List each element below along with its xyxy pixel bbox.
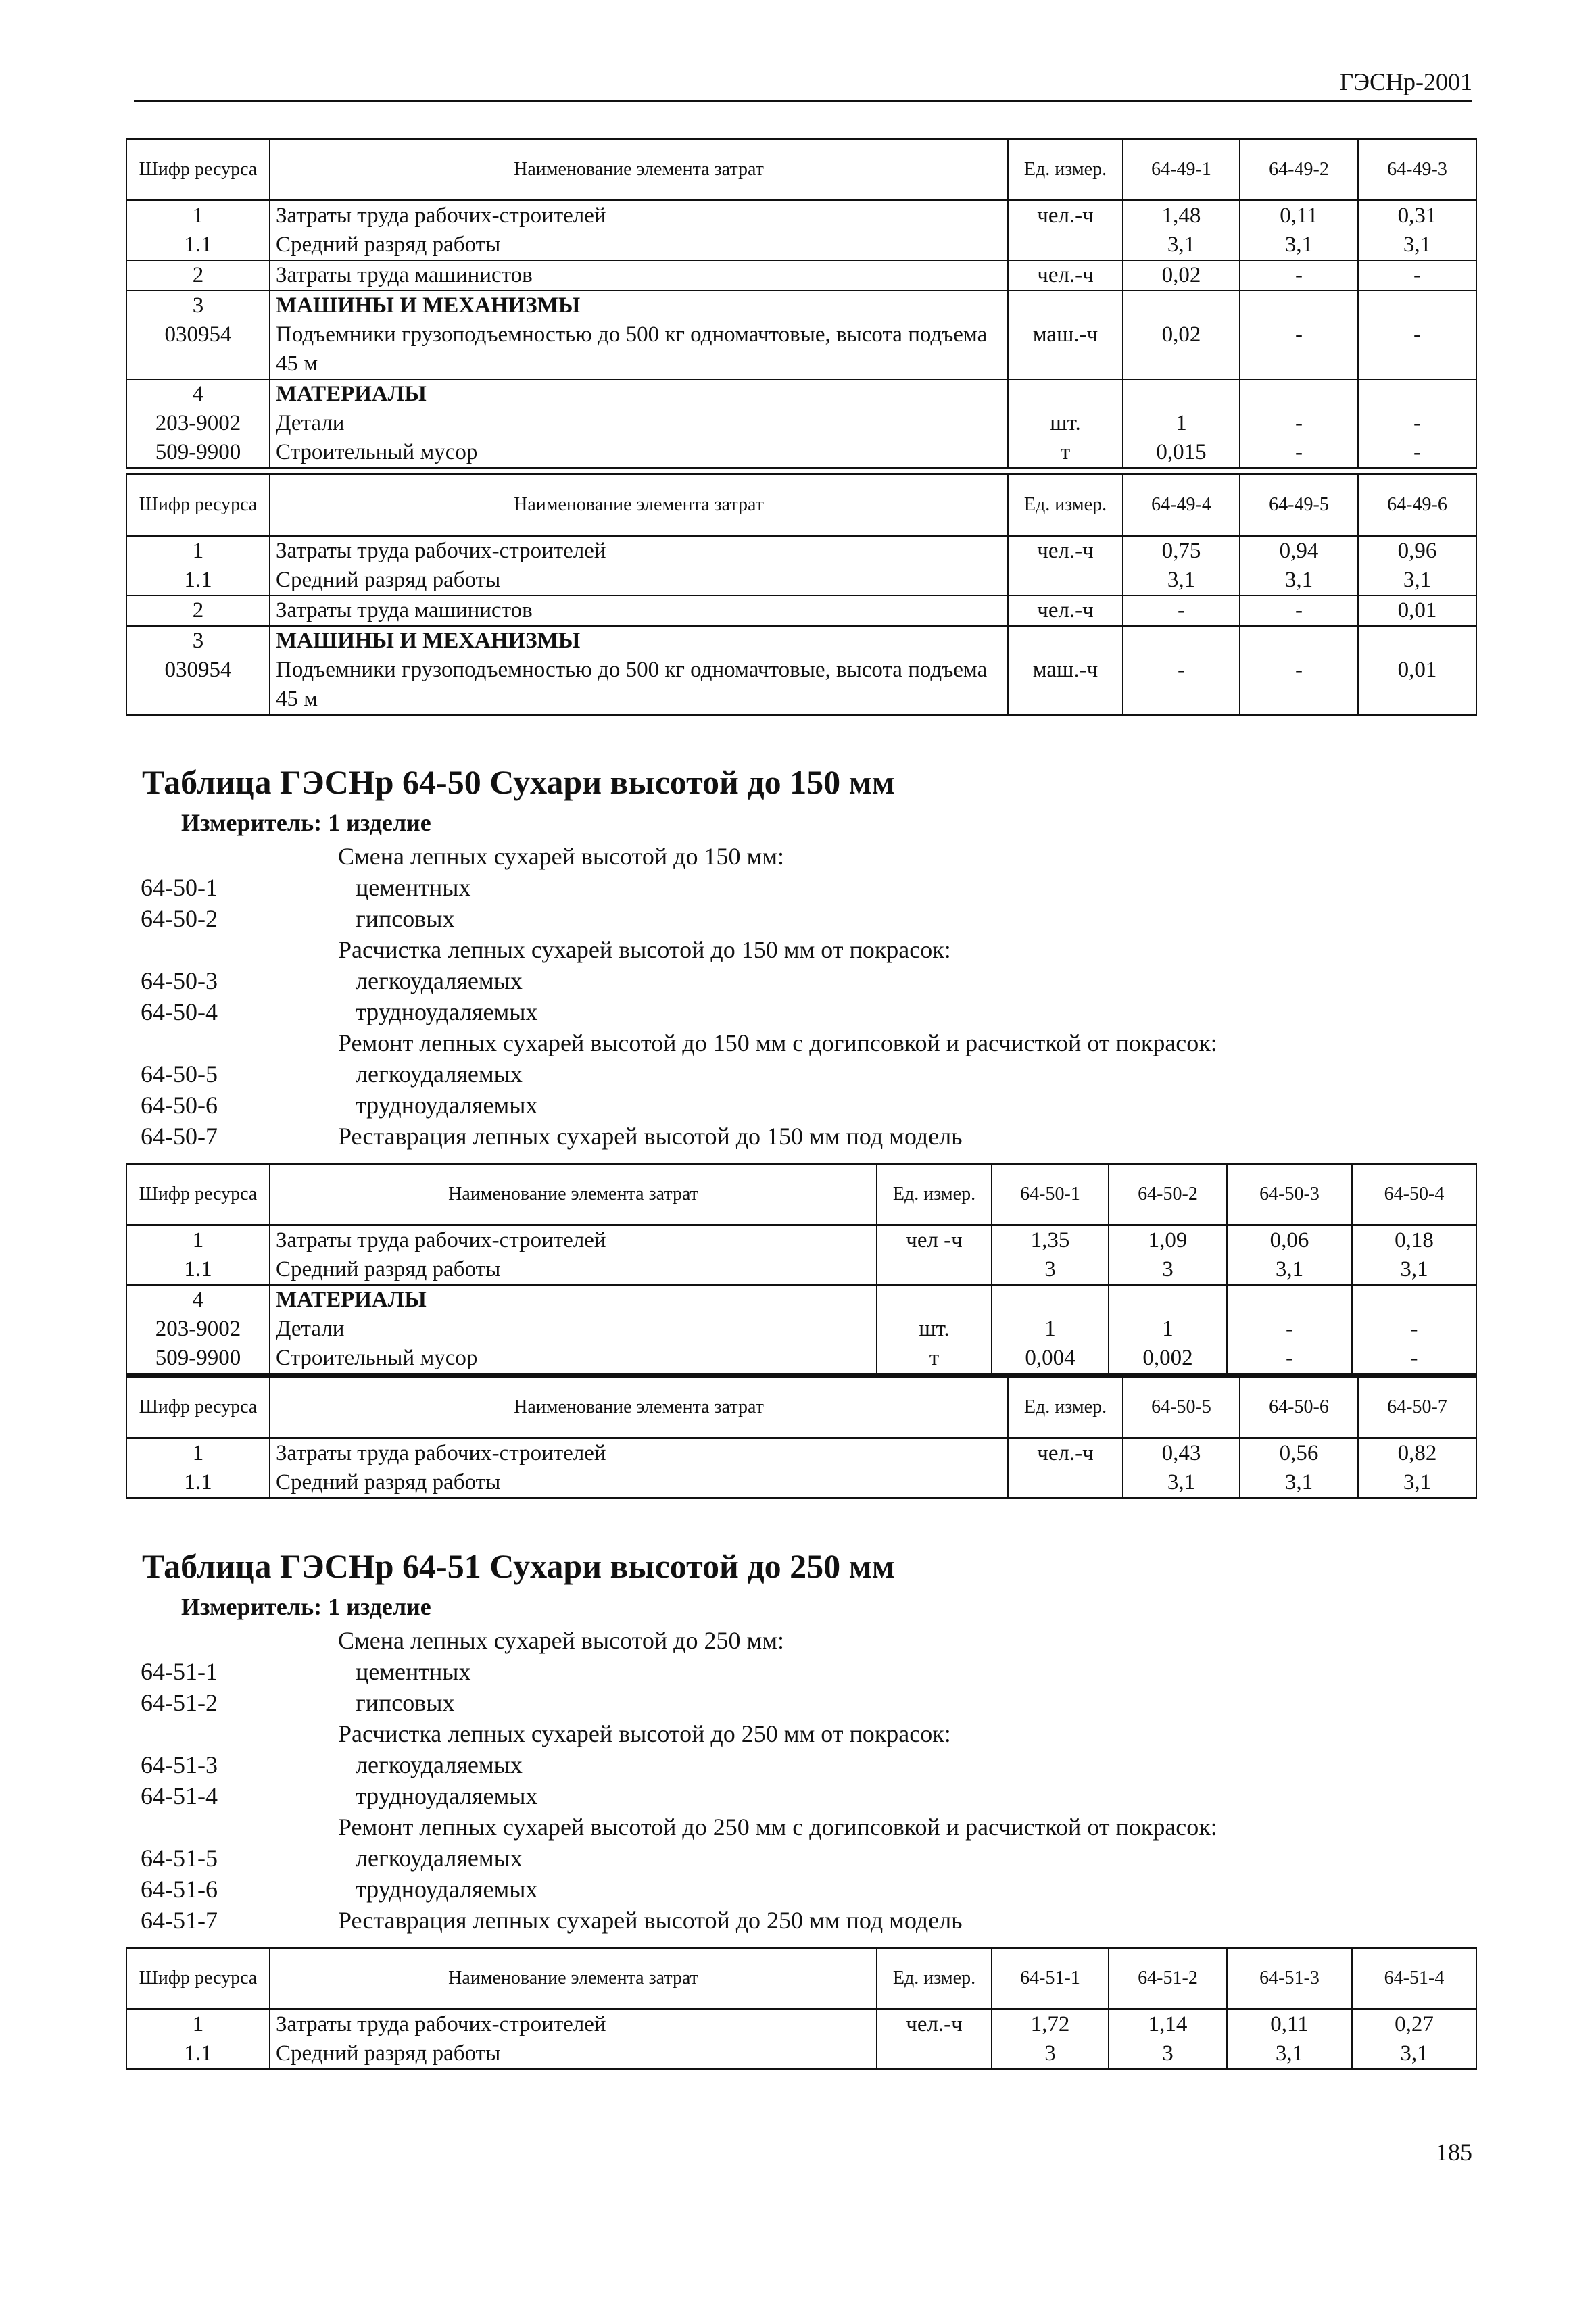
table-row: [126, 626, 1476, 656]
resource-value: 0,02: [1123, 260, 1240, 291]
resource-value: 0,82: [1358, 1438, 1476, 1469]
resource-code: 509-9900: [126, 438, 270, 468]
resource-name: Подъемники грузоподъемностью до 500 кг одномачтовые, высота подъема 45 м: [270, 656, 1008, 715]
work-list-row: [141, 1811, 1459, 1843]
resource-value: -: [1240, 656, 1358, 715]
work-text: Ремонт лепных сухарей высотой до 150 мм с догипсовкой и расчисткой от покрасок:: [338, 1029, 1217, 1056]
resource-name: Средний разряд работы: [270, 230, 1008, 260]
work-code: 64-51-1: [141, 1658, 218, 1685]
resource-value: [1352, 1285, 1476, 1315]
work-list-row: [141, 1718, 1459, 1749]
table-title: Таблица ГЭСНр 64-50 Сухари высотой до 150 мм: [142, 763, 895, 801]
work-code: 64-51-3: [141, 1751, 218, 1778]
resource-group-name: МАТЕРИАЛЫ: [270, 379, 1008, 409]
resource-code: 4: [126, 379, 270, 409]
resource-value: 0,002: [1109, 1344, 1227, 1374]
resource-value: 1,35: [992, 1225, 1109, 1256]
resource-code: 1.1: [126, 1468, 270, 1498]
resource-code: 2: [126, 595, 270, 626]
work-text: цементных: [356, 874, 471, 901]
col-header-code: Шифр ресурса: [126, 139, 270, 201]
resource-value: 0,004: [992, 1344, 1109, 1374]
resource-table-64-50-1-4: [126, 1163, 1477, 1375]
resource-value: [1123, 626, 1240, 656]
work-list-row: [141, 1121, 1459, 1152]
resource-value: -: [1227, 1315, 1352, 1344]
resource-name: Средний разряд работы: [270, 1255, 877, 1285]
work-list-row: [141, 934, 1459, 965]
resource-code: 1: [126, 2009, 270, 2040]
resource-value: 0,06: [1227, 1225, 1352, 1256]
work-text: гипсовых: [356, 905, 455, 932]
table-row: [126, 1438, 1476, 1469]
resource-value: -: [1240, 409, 1358, 438]
resource-name: Затраты труда рабочих-строителей: [270, 1225, 877, 1256]
resource-name: Затраты труда рабочих-строителей: [270, 1438, 1008, 1469]
resource-value: 1,14: [1109, 2009, 1227, 2040]
work-list-row: [141, 1656, 1459, 1687]
resource-code: 1: [126, 1438, 270, 1469]
resource-name: Детали: [270, 409, 1008, 438]
work-text: Реставрация лепных сухарей высотой до 250 мм под модель: [338, 1907, 963, 1934]
col-header-unit: Ед. измер.: [877, 1948, 992, 2009]
resource-name: Затраты труда рабочих-строителей: [270, 536, 1008, 566]
table-title: Таблица ГЭСНр 64-51 Сухари высотой до 250 мм: [142, 1547, 895, 1585]
resource-value: [1240, 379, 1358, 409]
work-list-row: [141, 965, 1459, 996]
table-row: [126, 379, 1476, 409]
col-header-value: 64-50-7: [1358, 1377, 1476, 1438]
resource-value: 3: [992, 1255, 1109, 1285]
table-row: [126, 1468, 1476, 1498]
col-header-value: 64-50-4: [1352, 1164, 1476, 1225]
resource-value: 3,1: [1352, 2039, 1476, 2070]
resource-unit: чел.-ч: [1008, 595, 1123, 626]
resource-value: [1227, 1285, 1352, 1315]
resource-value: 3: [1109, 1255, 1227, 1285]
table-row: [126, 1225, 1476, 1256]
resource-unit: т: [1008, 438, 1123, 468]
col-header-value: 64-50-1: [992, 1164, 1109, 1225]
col-header-unit: Ед. измер.: [1008, 1377, 1123, 1438]
work-list-row: [141, 872, 1459, 903]
work-list-row: [141, 1843, 1459, 1874]
resource-name: Строительный мусор: [270, 1344, 877, 1374]
table-row: [126, 1285, 1476, 1315]
resource-unit: чел.-ч: [1008, 260, 1123, 291]
resource-code: 1.1: [126, 1255, 270, 1285]
resource-value: 3,1: [1240, 1468, 1358, 1498]
resource-value: 0,56: [1240, 1438, 1358, 1469]
table-row: [126, 595, 1476, 626]
resource-unit: [877, 1255, 992, 1285]
resource-unit: [1008, 626, 1123, 656]
col-header-unit: Ед. измер.: [1008, 474, 1123, 536]
resource-value: 0,01: [1358, 595, 1476, 626]
table-row: [126, 438, 1476, 468]
resource-value: 3,1: [1358, 566, 1476, 595]
resource-value: -: [1358, 320, 1476, 379]
work-list-row: [141, 1090, 1459, 1121]
resource-code: 509-9900: [126, 1344, 270, 1374]
resource-unit: чел.-ч: [1008, 536, 1123, 566]
measure-unit: Измеритель: 1 изделие: [181, 1593, 431, 1620]
resource-code: 1: [126, 536, 270, 566]
resource-value: 0,02: [1123, 320, 1240, 379]
resource-value: [1123, 379, 1240, 409]
header-rule: [134, 100, 1472, 102]
col-header-value: 64-49-2: [1240, 139, 1358, 201]
work-text: гипсовых: [356, 1689, 455, 1716]
resource-unit: чел.-ч: [1008, 201, 1123, 231]
work-text: трудноудаляемых: [356, 1876, 538, 1903]
work-code: 64-51-2: [141, 1689, 218, 1716]
work-list-row: [141, 903, 1459, 934]
table-row: [126, 2039, 1476, 2070]
work-list-row: [141, 1905, 1459, 1936]
work-code: 64-50-1: [141, 874, 218, 901]
table-row: [126, 656, 1476, 715]
resource-value: [1358, 626, 1476, 656]
measure-unit: Измеритель: 1 изделие: [181, 809, 431, 836]
col-header-value: 64-51-2: [1109, 1948, 1227, 2009]
work-code: 64-50-4: [141, 998, 218, 1025]
resource-unit: т: [877, 1344, 992, 1374]
resource-value: 0,11: [1227, 2009, 1352, 2040]
resource-value: 3,1: [1352, 1255, 1476, 1285]
resource-value: [1240, 291, 1358, 320]
resource-code: 1.1: [126, 2039, 270, 2070]
work-text: легкоудаляемых: [356, 1751, 523, 1778]
resource-unit: [1008, 566, 1123, 595]
work-text: легкоудаляемых: [356, 967, 523, 994]
work-list-row: [141, 1687, 1459, 1718]
work-list-row: [141, 1780, 1459, 1811]
resource-unit: [1008, 379, 1123, 409]
resource-value: -: [1123, 656, 1240, 715]
resource-unit: маш.-ч: [1008, 320, 1123, 379]
col-header-name: Наименование элемента затрат: [270, 474, 1008, 536]
work-text: легкоудаляемых: [356, 1845, 523, 1872]
resource-value: -: [1352, 1315, 1476, 1344]
table-row: [126, 1255, 1476, 1285]
resource-value: -: [1240, 595, 1358, 626]
resource-code: 1: [126, 1225, 270, 1256]
col-header-unit: Ед. измер.: [877, 1164, 992, 1225]
resource-value: 0,43: [1123, 1438, 1240, 1469]
work-text: Ремонт лепных сухарей высотой до 250 мм с догипсовкой и расчисткой от покрасок:: [338, 1813, 1217, 1841]
resource-code: 203-9002: [126, 409, 270, 438]
resource-value: 3,1: [1240, 566, 1358, 595]
col-header-value: 64-49-3: [1358, 139, 1476, 201]
resource-value: 1: [1123, 409, 1240, 438]
resource-value: 1: [992, 1315, 1109, 1344]
resource-value: -: [1240, 438, 1358, 468]
resource-code: 030954: [126, 320, 270, 379]
resource-value: [1109, 1285, 1227, 1315]
resource-value: -: [1240, 320, 1358, 379]
resource-name: Затраты труда рабочих-строителей: [270, 201, 1008, 231]
col-header-value: 64-51-4: [1352, 1948, 1476, 2009]
table-row: [126, 409, 1476, 438]
resource-value: 3: [992, 2039, 1109, 2070]
work-code: 64-51-4: [141, 1782, 218, 1809]
table-row: [126, 320, 1476, 379]
table-row: [126, 201, 1476, 231]
work-text: трудноудаляемых: [356, 1092, 538, 1119]
resource-value: 1,72: [992, 2009, 1109, 2040]
resource-unit: чел.-ч: [877, 2009, 992, 2040]
resource-value: -: [1227, 1344, 1352, 1374]
resource-value: 3,1: [1123, 1468, 1240, 1498]
resource-name: Затраты труда машинистов: [270, 260, 1008, 291]
resource-table-64-49-1-3: [126, 138, 1477, 469]
work-code: 64-51-6: [141, 1876, 218, 1903]
resource-table-64-51-1-4: [126, 1947, 1477, 2070]
table-row: [126, 2009, 1476, 2040]
resource-code: 3: [126, 291, 270, 320]
resource-name: Средний разряд работы: [270, 1468, 1008, 1498]
col-header-unit: Ед. измер.: [1008, 139, 1123, 201]
resource-value: 1: [1109, 1315, 1227, 1344]
work-code: 64-50-6: [141, 1092, 218, 1119]
resource-name: Строительный мусор: [270, 438, 1008, 468]
col-header-name: Наименование элемента затрат: [270, 139, 1008, 201]
resource-name: Затраты труда машинистов: [270, 595, 1008, 626]
table-row: [126, 230, 1476, 260]
resource-code: 3: [126, 626, 270, 656]
resource-unit: [877, 2039, 992, 2070]
resource-value: -: [1123, 595, 1240, 626]
resource-value: 0,94: [1240, 536, 1358, 566]
resource-value: -: [1358, 438, 1476, 468]
resource-code: 2: [126, 260, 270, 291]
table-header-row: [126, 1948, 1476, 2009]
work-text: цементных: [356, 1658, 471, 1685]
page-number: 185: [1436, 2139, 1472, 2166]
resource-unit: [1008, 230, 1123, 260]
table-header-row: [126, 474, 1476, 536]
col-header-value: 64-50-3: [1227, 1164, 1352, 1225]
resource-unit: чел -ч: [877, 1225, 992, 1256]
resource-code: 030954: [126, 656, 270, 715]
resource-unit: маш.-ч: [1008, 656, 1123, 715]
resource-value: -: [1358, 409, 1476, 438]
col-header-name: Наименование элемента затрат: [270, 1377, 1008, 1438]
resource-unit: [877, 1285, 992, 1315]
resource-name: Подъемники грузоподъемностью до 500 кг одномачтовые, высота подъема 45 м: [270, 320, 1008, 379]
work-text: Смена лепных сухарей высотой до 250 мм:: [338, 1627, 785, 1654]
resource-value: [1240, 626, 1358, 656]
resource-code: 203-9002: [126, 1315, 270, 1344]
work-code: 64-50-2: [141, 905, 218, 932]
work-text: трудноудаляемых: [356, 998, 538, 1025]
work-code: 64-51-7: [141, 1907, 218, 1934]
resource-value: 0,18: [1352, 1225, 1476, 1256]
resource-table-64-49-4-6: [126, 473, 1477, 716]
col-header-value: 64-49-6: [1358, 474, 1476, 536]
work-code: 64-50-3: [141, 967, 218, 994]
resource-group-name: МАШИНЫ И МЕХАНИЗМЫ: [270, 291, 1008, 320]
col-header-name: Наименование элемента затрат: [270, 1164, 877, 1225]
work-list-row: [141, 1625, 1459, 1656]
resource-value: [1123, 291, 1240, 320]
table-row: [126, 1315, 1476, 1344]
work-text: Реставрация лепных сухарей высотой до 150 мм под модель: [338, 1123, 963, 1150]
table-row: [126, 291, 1476, 320]
col-header-code: Шифр ресурса: [126, 474, 270, 536]
resource-code: 4: [126, 1285, 270, 1315]
resource-unit: [1008, 1468, 1123, 1498]
resource-code: 1: [126, 201, 270, 231]
resource-table-64-50-5-7: [126, 1375, 1477, 1499]
resource-value: 0,015: [1123, 438, 1240, 468]
resource-group-name: МАТЕРИАЛЫ: [270, 1285, 877, 1315]
col-header-value: 64-50-6: [1240, 1377, 1358, 1438]
resource-value: 1,48: [1123, 201, 1240, 231]
col-header-code: Шифр ресурса: [126, 1948, 270, 2009]
resource-value: 0,96: [1358, 536, 1476, 566]
resource-value: 3,1: [1227, 2039, 1352, 2070]
col-header-code: Шифр ресурса: [126, 1164, 270, 1225]
resource-value: 3,1: [1227, 1255, 1352, 1285]
resource-unit: шт.: [877, 1315, 992, 1344]
work-list: [141, 841, 1459, 1152]
resource-value: 3,1: [1123, 566, 1240, 595]
col-header-value: 64-50-2: [1109, 1164, 1227, 1225]
resource-code: 1.1: [126, 230, 270, 260]
work-list: [141, 1625, 1459, 1936]
work-text: Смена лепных сухарей высотой до 150 мм:: [338, 843, 785, 870]
col-header-value: 64-49-4: [1123, 474, 1240, 536]
col-header-code: Шифр ресурса: [126, 1377, 270, 1438]
resource-value: 3,1: [1358, 230, 1476, 260]
resource-value: 0,11: [1240, 201, 1358, 231]
work-text: Расчистка лепных сухарей высотой до 250 мм от покрасок:: [338, 1720, 951, 1747]
resource-value: 0,01: [1358, 656, 1476, 715]
resource-group-name: МАШИНЫ И МЕХАНИЗМЫ: [270, 626, 1008, 656]
col-header-value: 64-49-1: [1123, 139, 1240, 201]
resource-value: [992, 1285, 1109, 1315]
col-header-value: 64-49-5: [1240, 474, 1358, 536]
col-header-value: 64-51-3: [1227, 1948, 1352, 2009]
resource-name: Затраты труда рабочих-строителей: [270, 2009, 877, 2040]
work-code: 64-50-7: [141, 1123, 218, 1150]
resource-name: Детали: [270, 1315, 877, 1344]
resource-value: 3,1: [1240, 230, 1358, 260]
resource-value: -: [1240, 260, 1358, 291]
resource-value: 0,27: [1352, 2009, 1476, 2040]
col-header-value: 64-50-5: [1123, 1377, 1240, 1438]
table-row: [126, 536, 1476, 566]
resource-value: 0,31: [1358, 201, 1476, 231]
col-header-name: Наименование элемента затрат: [270, 1948, 877, 2009]
table-header-row: [126, 1377, 1476, 1438]
resource-value: 1,09: [1109, 1225, 1227, 1256]
col-header-value: 64-51-1: [992, 1948, 1109, 2009]
table-row: [126, 566, 1476, 595]
resource-name: Средний разряд работы: [270, 566, 1008, 595]
work-list-row: [141, 1027, 1459, 1058]
resource-value: -: [1352, 1344, 1476, 1374]
table-header-row: [126, 1164, 1476, 1225]
work-code: 64-50-5: [141, 1061, 218, 1088]
work-list-row: [141, 1749, 1459, 1780]
resource-value: 3: [1109, 2039, 1227, 2070]
resource-unit: [1008, 291, 1123, 320]
work-code: 64-51-5: [141, 1845, 218, 1872]
work-list-row: [141, 996, 1459, 1027]
resource-name: Средний разряд работы: [270, 2039, 877, 2070]
document-code: ГЭСНр-2001: [1339, 68, 1472, 95]
resource-value: -: [1358, 260, 1476, 291]
resource-value: [1358, 379, 1476, 409]
resource-unit: чел.-ч: [1008, 1438, 1123, 1469]
resource-value: 0,75: [1123, 536, 1240, 566]
work-list-row: [141, 1058, 1459, 1090]
resource-code: 1.1: [126, 566, 270, 595]
table-row: [126, 260, 1476, 291]
table-header-row: [126, 139, 1476, 201]
resource-value: 3,1: [1358, 1468, 1476, 1498]
resource-value: 3,1: [1123, 230, 1240, 260]
work-list-row: [141, 841, 1459, 872]
work-text: Расчистка лепных сухарей высотой до 150 мм от покрасок:: [338, 936, 951, 963]
table-row: [126, 1344, 1476, 1374]
resource-value: [1358, 291, 1476, 320]
work-text: легкоудаляемых: [356, 1061, 523, 1088]
work-list-row: [141, 1874, 1459, 1905]
work-text: трудноудаляемых: [356, 1782, 538, 1809]
resource-unit: шт.: [1008, 409, 1123, 438]
